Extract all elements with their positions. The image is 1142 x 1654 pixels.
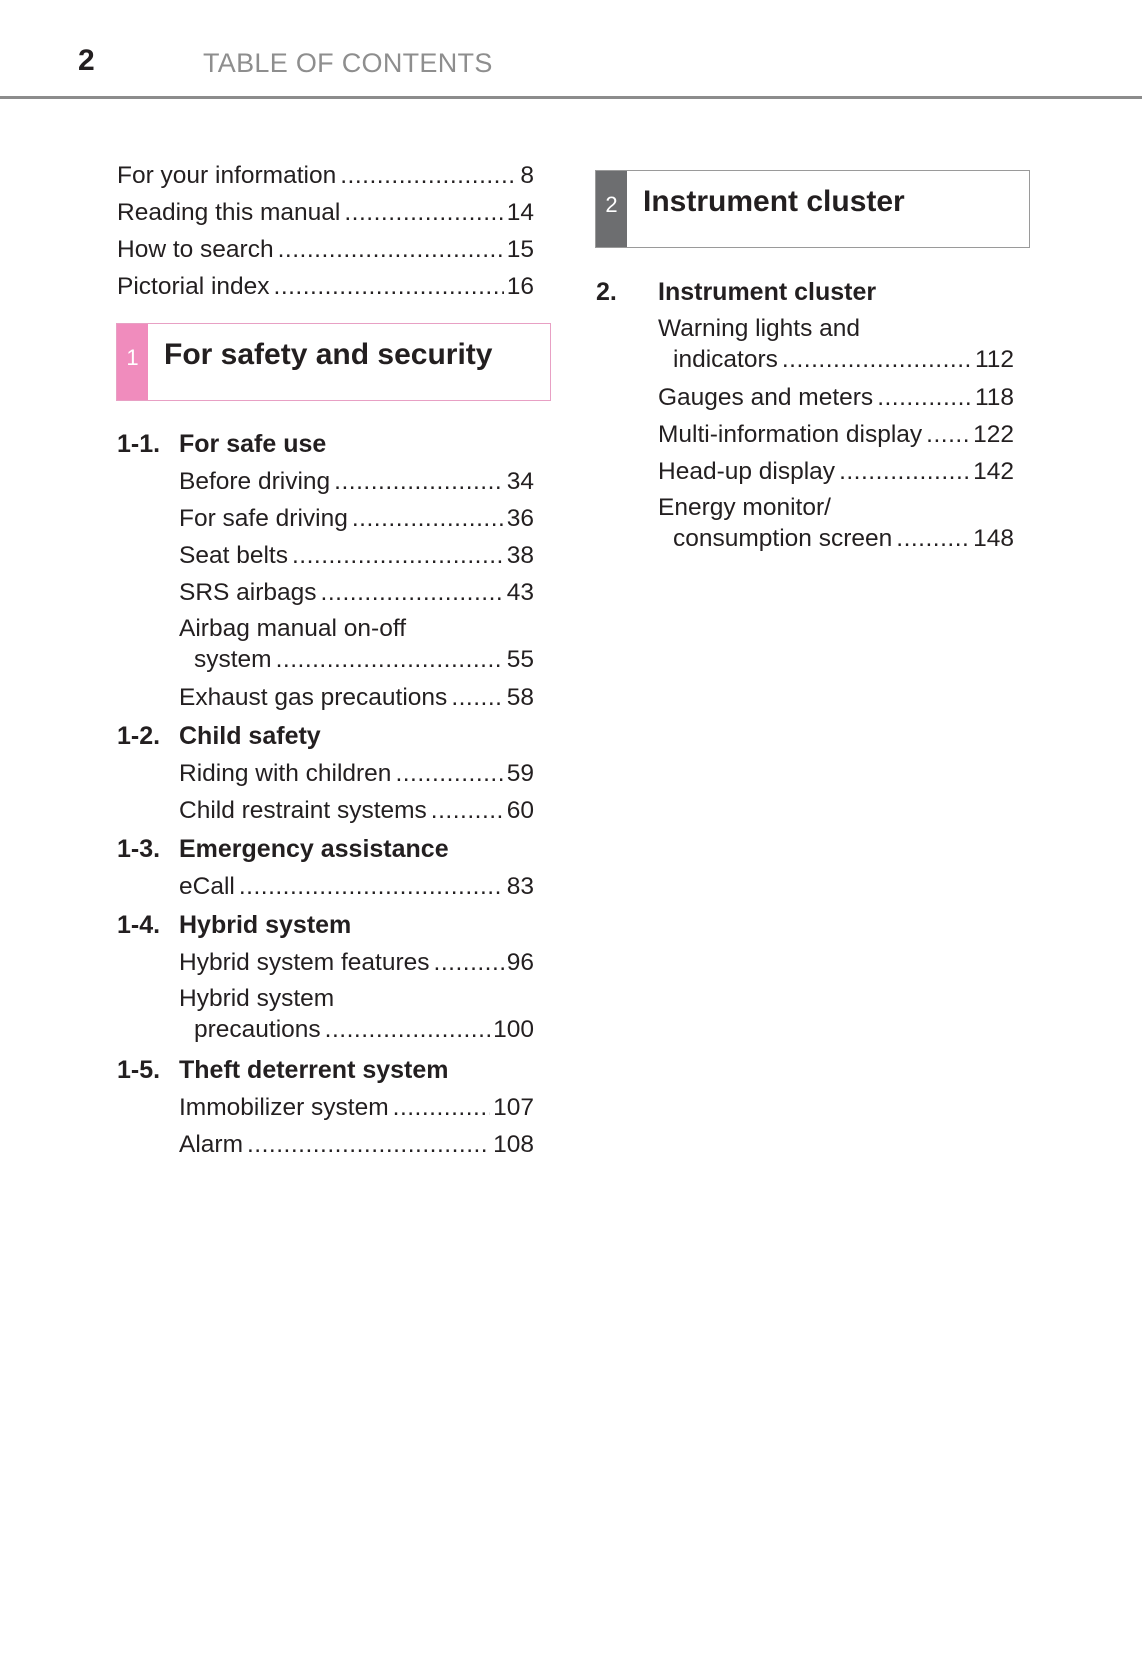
- toc-entry-page: 8: [520, 162, 534, 189]
- chapter-1-heading[interactable]: [116, 323, 551, 401]
- toc-entry-page: 60: [506, 797, 534, 824]
- toc-entry-page: 142: [973, 458, 1014, 485]
- section-heading[interactable]: [117, 831, 449, 868]
- section-number: 2.: [596, 278, 617, 306]
- section-title: Theft deterrent system: [179, 1056, 449, 1084]
- toc-entry-title-line2: consumption screen: [673, 525, 893, 552]
- toc-entry-title-line2: indicators: [673, 346, 778, 373]
- toc-entry-alarm[interactable]: [179, 1126, 534, 1163]
- section-heading[interactable]: [117, 718, 321, 755]
- toc-entry-gauges-and-meters[interactable]: [658, 379, 1014, 416]
- toc-entry-title: How to search: [117, 236, 274, 263]
- toc-entry-page: 16: [506, 273, 534, 300]
- toc-entry-title-line1: Airbag manual on-off: [179, 615, 406, 642]
- section-title: Hybrid system: [179, 911, 352, 939]
- toc-entry-hybrid-system-features[interactable]: [179, 944, 534, 981]
- section-number: 1-3.: [117, 835, 161, 863]
- section-title: Child safety: [179, 722, 321, 750]
- toc-entry-title: Pictorial index: [117, 273, 270, 300]
- toc-entry-title: Riding with children: [179, 760, 392, 787]
- toc-entry-page: 59: [506, 760, 534, 787]
- page-number: 2: [78, 44, 95, 77]
- toc-entry-title: Reading this manual: [117, 199, 341, 226]
- toc-entry-title: Head-up display: [658, 458, 836, 485]
- toc-entry-title-line1: Warning lights and: [658, 315, 861, 342]
- section-title: Instrument cluster: [658, 278, 877, 306]
- toc-entry-title: For safe driving: [179, 505, 348, 532]
- toc-entry-pictorial-index[interactable]: [117, 268, 534, 305]
- toc-entry-title: Immobilizer system: [179, 1094, 389, 1121]
- toc-entry-multi-information-display[interactable]: [658, 416, 1014, 453]
- toc-entry-page: 14: [506, 199, 534, 226]
- toc-entry-title: Child restraint systems: [179, 797, 427, 824]
- toc-entry-title-line1: Energy monitor/: [658, 494, 831, 521]
- section-title: Emergency assistance: [179, 835, 449, 863]
- toc-entry-page: 58: [506, 684, 534, 711]
- toc-entry-title: Exhaust gas precautions: [179, 684, 448, 711]
- toc-entry-title: Before driving: [179, 468, 331, 495]
- toc-entry-page: 107: [493, 1094, 534, 1121]
- toc-entry-warning-lights-and-indicators[interactable]: [658, 313, 1014, 375]
- toc-entry-for-your-information[interactable]: [117, 157, 534, 194]
- toc-entry-page: 38: [506, 542, 534, 569]
- toc-entry-page: 122: [973, 421, 1014, 448]
- section-number: 1-4.: [117, 911, 161, 939]
- toc-entry-title: Multi-information display: [658, 421, 923, 448]
- chapter-2-heading[interactable]: [595, 170, 1030, 248]
- toc-entry-how-to-search[interactable]: [117, 231, 534, 268]
- chapter-number-tab: 1: [117, 324, 148, 400]
- toc-entry-page: 118: [974, 384, 1014, 411]
- chapter-title: Instrument cluster: [643, 185, 905, 218]
- toc-entry-title: SRS airbags: [179, 579, 317, 606]
- toc-entry-airbag-manual-on-off-system[interactable]: [179, 613, 534, 675]
- section-heading[interactable]: [596, 274, 877, 311]
- toc-entry-page: 36: [506, 505, 534, 532]
- toc-entry-hybrid-system-precautions[interactable]: [179, 983, 534, 1045]
- toc-entry-page: 112: [974, 346, 1014, 373]
- toc-entry-title-line2: precautions: [194, 1016, 321, 1043]
- toc-entry-head-up-display[interactable]: [658, 453, 1014, 490]
- toc-entry-riding-with-children[interactable]: [179, 755, 534, 792]
- chapter-title: For safety and security: [164, 338, 493, 371]
- section-number: 1-1.: [117, 430, 161, 458]
- toc-entry-title: Hybrid system features: [179, 949, 430, 976]
- toc-entry-page: 43: [506, 579, 534, 606]
- chapter-number-tab: 2: [596, 171, 627, 247]
- toc-entry-for-safe-driving[interactable]: [179, 500, 534, 537]
- header-title: TABLE OF CONTENTS: [203, 48, 493, 78]
- toc-entry-exhaust-gas-precautions[interactable]: [179, 679, 534, 716]
- toc-entry-page: 96: [506, 949, 534, 976]
- toc-entry-page: 100: [493, 1016, 534, 1043]
- toc-entry-page: 83: [506, 873, 534, 900]
- toc-entry-title-line1: Hybrid system: [179, 985, 335, 1012]
- toc-entry-title: For your information: [117, 162, 337, 189]
- toc-entry-title: Alarm: [179, 1131, 243, 1158]
- toc-entry-srs-airbags[interactable]: [179, 574, 534, 611]
- page-header: [0, 0, 1142, 99]
- toc-entry-reading-this-manual[interactable]: [117, 194, 534, 231]
- section-heading[interactable]: [117, 426, 327, 463]
- toc-entry-title: Gauges and meters: [658, 384, 874, 411]
- toc-entry-page: 34: [506, 468, 534, 495]
- toc-entry-seat-belts[interactable]: [179, 537, 534, 574]
- toc-entry-title: Seat belts: [179, 542, 288, 569]
- toc-entry-title: eCall: [179, 873, 235, 900]
- toc-entry-page: 148: [973, 525, 1014, 552]
- toc-entry-before-driving[interactable]: [179, 463, 534, 500]
- toc-entry-page: 55: [506, 646, 534, 673]
- section-title: For safe use: [179, 430, 327, 458]
- toc-entry-energy-monitor-consumption-screen[interactable]: [658, 492, 1014, 554]
- section-heading[interactable]: [117, 1052, 449, 1089]
- section-number: 1-2.: [117, 722, 161, 750]
- toc-entry-title-line2: system: [194, 646, 272, 673]
- section-number: 1-5.: [117, 1056, 161, 1084]
- toc-entry-child-restraint-systems[interactable]: [179, 792, 534, 829]
- toc-entry-ecall[interactable]: [179, 868, 534, 905]
- toc-entry-page: 15: [506, 236, 534, 263]
- section-heading[interactable]: [117, 907, 352, 944]
- toc-entry-immobilizer-system[interactable]: [179, 1089, 534, 1126]
- toc-entry-page: 108: [493, 1131, 534, 1158]
